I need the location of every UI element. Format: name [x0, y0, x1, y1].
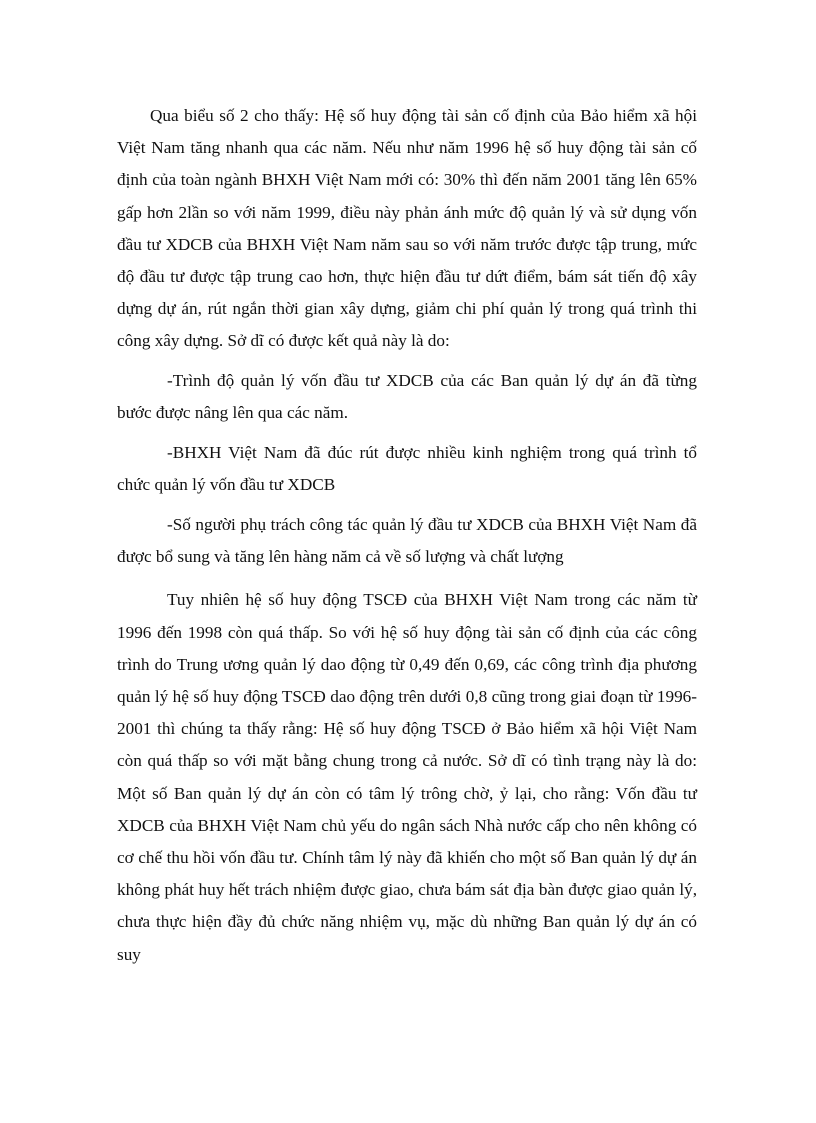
- body-text: [117, 100, 697, 971]
- paragraph-limitations: Tuy nhiên hệ số huy động TSCĐ của BHXH Việt Nam trong các năm từ 1996 đến 1998 còn quá thấp. So với hệ số huy động tài sản cố định của các công trình do Trung ương quản lý dao động từ 0,49 đến 0,69, các công trình địa phương quản lý hệ số huy động TSCĐ dao động trên dưới 0,8 cũng trong giai đoạn từ 1996-2001 thì chúng ta thấy rằng: Hệ số huy động TSCĐ ở Bảo hiểm xã hội Việt Nam còn quá thấp so với mặt bằng chung trong cả nước. Sở dĩ có tình trạng này là do: Một số Ban quản lý dự án còn có tâm lý trông chờ, ỷ lại, cho rằng: Vốn đầu tư XDCB của BHXH Việt Nam chủ yếu do ngân sách Nhà nước cấp cho nên không có cơ chế thu hồi vốn đầu tư. Chính tâm lý này đã khiến cho một số Ban quản lý dự án không phát huy hết trách nhiệm được giao, chưa bám sát địa bàn được giao quản lý, chưa thực hiện đầy đủ chức năng nhiệm vụ, mặc dù những Ban quản lý dự án có suy: [117, 590, 697, 964]
- paragraph-analysis: Qua biểu số 2 cho thấy: Hệ số huy động tài sản cố định của Bảo hiểm xã hội Việt Nam tăng nhanh qua các năm. Nếu như năm 1996 hệ số huy động tài sản cố định của toàn ngành BHXH Việt Nam mới có: 30% thì đến năm 2001 tăng lên 65% gấp hơn 2lần so với năm 1999, điều này phản ánh mức độ quản lý và sử dụng vốn đầu tư XDCB của BHXH Việt Nam năm sau so với năm trước được tập trung, mức độ đầu tư được tập trung cao hơn, thực hiện đầu tư dứt điểm, bám sát tiến độ xây dựng dự án, rút ngắn thời gian xây dựng, giảm chi phí quản lý trong quá trình thi công xây dựng. Sở dĩ có được kết quả này là do:: [117, 106, 697, 351]
- bullet-item-experience: -BHXH Việt Nam đã đúc rút được nhiều kinh nghiệm trong quá trình tổ chức quản lý vốn đầu tư XDCB: [117, 443, 697, 495]
- bullet-item-staffing: -Số người phụ trách công tác quản lý đầu tư XDCB của BHXH Việt Nam đã được bổ sung và tăng lên hàng năm cả về số lượng và chất lượng: [117, 514, 697, 567]
- bullet-item-management-skill: -Trình độ quản lý vốn đầu tư XDCB của các Ban quản lý dự án đã từng bước được nâng lên qua các năm.: [117, 371, 697, 423]
